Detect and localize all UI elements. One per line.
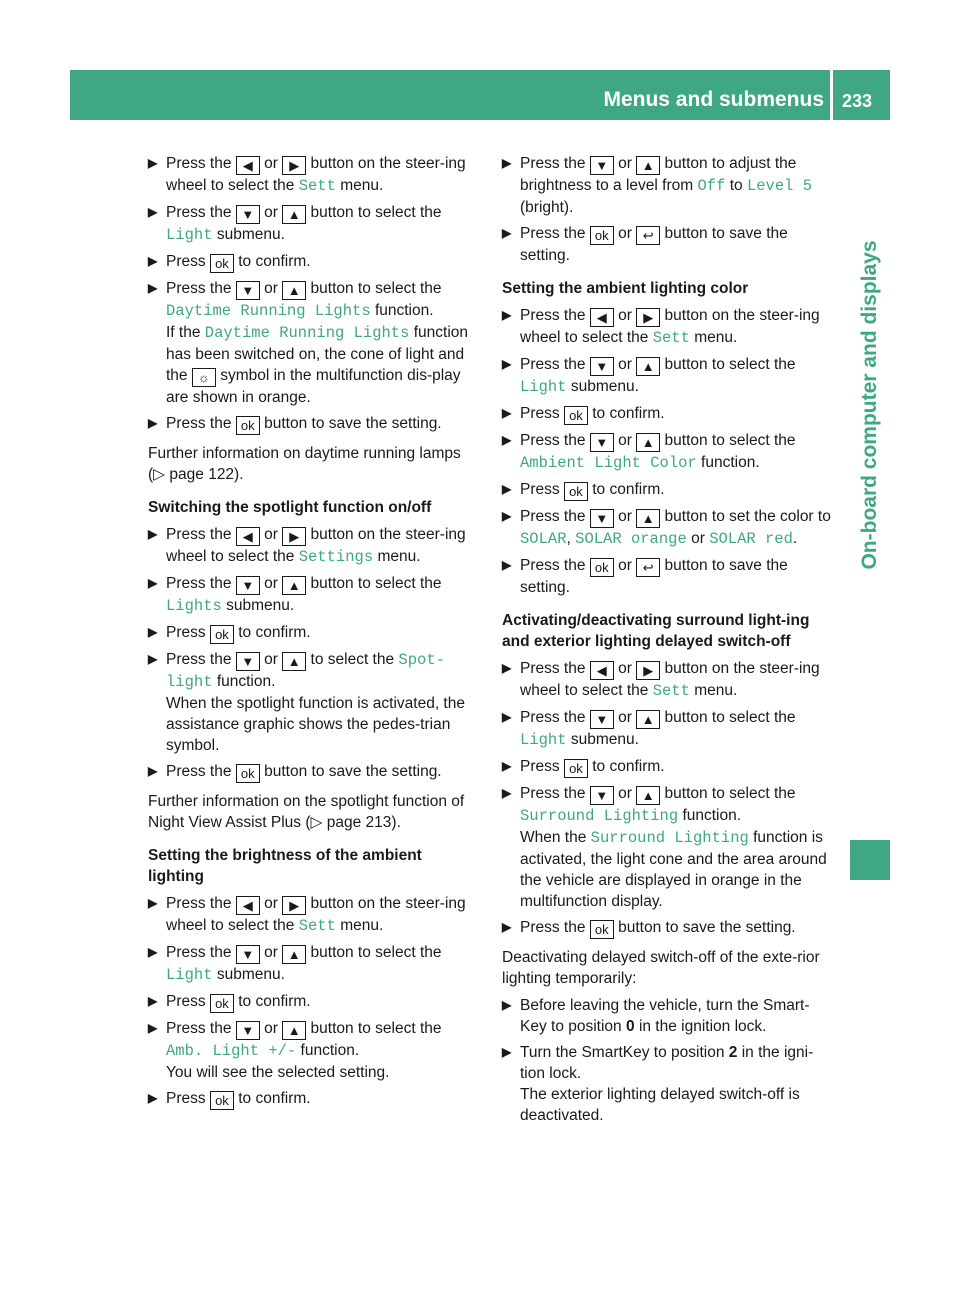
left-arrow-button-icon: ◀ [236, 156, 260, 175]
text: button to set the color to [664, 508, 831, 525]
text: When the [520, 829, 587, 846]
text: to confirm. [238, 253, 311, 270]
text: to confirm. [592, 481, 665, 498]
text: Turn the SmartKey to position [520, 1044, 725, 1061]
text: menu. [340, 917, 384, 934]
text: function is activated, the light cone and the area around the vehicle are displayed in orange in the multifunction display. [520, 829, 827, 910]
ok-button-icon: ok [590, 558, 614, 577]
text: button to select the [664, 785, 796, 802]
text: Press the [166, 763, 232, 780]
text: Press the [520, 557, 586, 574]
text: When the spotlight function is activated, the assistance graphic shows the pedes-trian symbol. [166, 695, 465, 754]
menu-name: Light [520, 731, 567, 749]
text: button to select the [310, 1020, 442, 1037]
function-name: Ambient Light Color [520, 454, 697, 472]
text: Further information on daytime running lamps ( [148, 445, 461, 483]
text: button to select the [664, 432, 796, 449]
bullet-arrow-icon: ▶ [148, 281, 158, 295]
bullet-arrow-icon: ▶ [148, 1021, 158, 1035]
text: Press the [520, 919, 586, 936]
text: Press the [166, 575, 232, 592]
menu-name: Lights [166, 597, 222, 615]
bullet-arrow-icon: ▶ [148, 205, 158, 219]
text: function. [682, 807, 742, 824]
up-arrow-button-icon: ▲ [636, 786, 660, 805]
right-column [502, 153, 834, 1131]
down-arrow-button-icon: ▼ [590, 433, 614, 452]
color-value: SOLAR orange [575, 530, 687, 548]
text: Press the [520, 785, 586, 802]
down-arrow-button-icon: ▼ [236, 576, 260, 595]
list-item [502, 917, 834, 939]
bullet-arrow-icon: ▶ [502, 433, 512, 447]
bullet-arrow-icon: ▶ [502, 998, 512, 1012]
function-name: Spot‐light [166, 651, 445, 691]
page-ref-icon: ▷ [310, 814, 323, 831]
text: button to save the setting. [264, 763, 442, 780]
bullet-arrow-icon: ▶ [148, 652, 158, 666]
text: to confirm. [238, 1090, 311, 1107]
down-arrow-button-icon: ▼ [236, 205, 260, 224]
down-arrow-button-icon: ▼ [236, 945, 260, 964]
ok-button-icon: ok [210, 254, 234, 273]
text: Press the [520, 709, 586, 726]
list-item [148, 573, 480, 617]
menu-name: Sett [298, 177, 336, 195]
text: or [618, 557, 632, 574]
text: button to select the [310, 280, 442, 297]
right-arrow-button-icon: ▶ [282, 156, 306, 175]
back-button-icon: ↩ [636, 558, 660, 577]
menu-name: Settings [298, 548, 374, 566]
down-arrow-button-icon: ▼ [590, 786, 614, 805]
function-name: Surround Lighting [590, 829, 749, 847]
text: to [729, 177, 743, 194]
key-position: 2 [728, 1044, 738, 1061]
down-arrow-button-icon: ▼ [590, 156, 614, 175]
list-item [502, 506, 834, 550]
bullet-arrow-icon: ▶ [148, 1091, 158, 1105]
text: or [264, 155, 278, 172]
right-arrow-button-icon: ▶ [282, 896, 306, 915]
text: (bright). [520, 199, 574, 216]
bullet-arrow-icon: ▶ [148, 254, 158, 268]
bullet-arrow-icon: ▶ [148, 945, 158, 959]
bullet-arrow-icon: ▶ [502, 1045, 512, 1059]
bullet-arrow-icon: ▶ [148, 576, 158, 590]
text: or [264, 1020, 278, 1037]
list-item [502, 995, 834, 1037]
text: or [691, 530, 705, 547]
text: or [618, 307, 632, 324]
text: Press the [166, 280, 232, 297]
ok-button-icon: ok [590, 920, 614, 939]
text: or [264, 204, 278, 221]
up-arrow-button-icon: ▲ [636, 433, 660, 452]
text: or [264, 651, 278, 668]
text: The exterior lighting delayed switch-off is deactivated. [520, 1086, 800, 1124]
function-name: Daytime Running Lights [204, 324, 410, 342]
bullet-arrow-icon: ▶ [148, 625, 158, 639]
text: Press [166, 624, 206, 641]
text: Press the [166, 526, 232, 543]
list-item [148, 761, 480, 783]
list-item [148, 942, 480, 986]
text: If the [166, 324, 201, 341]
ok-button-icon: ok [564, 482, 588, 501]
text: Press the [520, 356, 586, 373]
up-arrow-button-icon: ▲ [636, 357, 660, 376]
text: Press [166, 1090, 206, 1107]
text: to confirm. [238, 993, 311, 1010]
menu-name: Sett [298, 917, 336, 935]
text: Further information on the spotlight function of Night View Assist Plus ( [148, 793, 465, 831]
bullet-arrow-icon: ▶ [502, 308, 512, 322]
text: button to select the [310, 575, 442, 592]
text: You will see the selected setting. [166, 1064, 390, 1081]
text: symbol in the multifunction dis-play are shown in orange. [166, 367, 461, 406]
text: to select the [310, 651, 395, 668]
key-position: 0 [626, 1018, 635, 1035]
list-item [502, 658, 834, 702]
text: Press the [520, 660, 586, 677]
list-item [148, 278, 480, 408]
left-arrow-button-icon: ◀ [590, 308, 614, 327]
bullet-arrow-icon: ▶ [148, 416, 158, 430]
section-heading: Activating/deactivating surround light-ing and exterior lighting delayed switch-off [502, 612, 810, 650]
bullet-arrow-icon: ▶ [502, 509, 512, 523]
bullet-arrow-icon: ▶ [502, 759, 512, 773]
text: to confirm. [238, 624, 311, 641]
text: to confirm. [592, 758, 665, 775]
text: function. [300, 1042, 360, 1059]
text: , [566, 530, 571, 547]
setting-value: Off [697, 177, 726, 195]
paragraph [148, 791, 480, 833]
text: submenu. [216, 966, 285, 983]
text: button to save the setting. [618, 919, 796, 936]
menu-name: Light [520, 378, 567, 396]
section-heading: Setting the brightness of the ambient lighting [148, 847, 422, 885]
up-arrow-button-icon: ▲ [282, 281, 306, 300]
down-arrow-button-icon: ▼ [236, 1021, 260, 1040]
list-item [148, 153, 480, 197]
list-item [502, 153, 834, 218]
text: button to save the setting. [264, 415, 442, 432]
list-item [148, 251, 480, 273]
paragraph: Deactivating delayed switch-off of the exte-rior lighting temporarily: [502, 949, 820, 987]
sun-symbol-icon: ☼ [192, 368, 216, 387]
text: menu. [377, 548, 421, 565]
list-item [148, 991, 480, 1013]
menu-name: Light [166, 966, 213, 984]
text: submenu. [570, 731, 639, 748]
bullet-arrow-icon: ▶ [148, 896, 158, 910]
ok-button-icon: ok [210, 994, 234, 1013]
text: or [264, 280, 278, 297]
text: Press the [166, 944, 232, 961]
bullet-arrow-icon: ▶ [502, 710, 512, 724]
list-item [148, 649, 480, 756]
text: function. [701, 454, 760, 471]
page-reference: page 213). [326, 814, 401, 831]
setting-value: Level 5 [746, 177, 813, 195]
down-arrow-button-icon: ▼ [236, 281, 260, 300]
ok-button-icon: ok [210, 625, 234, 644]
text: or [618, 356, 632, 373]
text: Press [520, 405, 560, 422]
text: button to select the [310, 944, 442, 961]
text: Press the [520, 432, 586, 449]
up-arrow-button-icon: ▲ [636, 156, 660, 175]
text: Press the [520, 307, 586, 324]
side-tab-label: On-board computer and displays [858, 240, 881, 570]
list-item [148, 413, 480, 435]
text: Press the [166, 155, 232, 172]
text: submenu. [570, 378, 639, 395]
text: in the igni-tion lock. [520, 1044, 814, 1082]
bullet-arrow-icon: ▶ [502, 406, 512, 420]
text: Press [166, 253, 206, 270]
text: Press the [166, 1020, 232, 1037]
up-arrow-button-icon: ▲ [282, 1021, 306, 1040]
bullet-arrow-icon: ▶ [502, 156, 512, 170]
up-arrow-button-icon: ▲ [636, 710, 660, 729]
ok-button-icon: ok [590, 226, 614, 245]
text: button on the steer-ing wheel to select the [166, 526, 466, 565]
list-item [502, 555, 834, 598]
text: Before leaving the vehicle, turn the Smart-Key to position [520, 997, 810, 1035]
right-arrow-button-icon: ▶ [636, 308, 660, 327]
menu-name: Sett [652, 329, 690, 347]
down-arrow-button-icon: ▼ [590, 357, 614, 376]
down-arrow-button-icon: ▼ [590, 509, 614, 528]
text: function. [216, 673, 276, 690]
text: in the ignition lock. [638, 1018, 767, 1035]
list-item [502, 756, 834, 778]
menu-name: Sett [652, 682, 690, 700]
text: to confirm. [592, 405, 665, 422]
color-value: SOLAR [520, 530, 567, 548]
right-arrow-button-icon: ▶ [636, 661, 660, 680]
ok-button-icon: ok [236, 764, 260, 783]
text: or [618, 660, 632, 677]
text: or [264, 895, 278, 912]
color-value: SOLAR red [709, 530, 793, 548]
left-column [148, 153, 480, 1115]
text: Press the [520, 508, 586, 525]
left-arrow-button-icon: ◀ [236, 896, 260, 915]
bullet-arrow-icon: ▶ [502, 661, 512, 675]
text: menu. [694, 682, 738, 699]
bullet-arrow-icon: ▶ [148, 764, 158, 778]
ok-button-icon: ok [564, 759, 588, 778]
up-arrow-button-icon: ▲ [282, 576, 306, 595]
text: button to select the [664, 356, 796, 373]
section-heading: Switching the spotlight function on/off [148, 499, 432, 516]
left-arrow-button-icon: ◀ [590, 661, 614, 680]
section-heading: Setting the ambient lighting color [502, 280, 749, 297]
paragraph [148, 443, 480, 485]
text: button on the steer-ing wheel to select the [166, 155, 466, 194]
up-arrow-button-icon: ▲ [282, 652, 306, 671]
text: Press the [520, 155, 586, 172]
list-item [502, 430, 834, 474]
text: Press the [166, 651, 232, 668]
text: function. [374, 302, 434, 319]
text: button to adjust the brightness to a level from [520, 155, 797, 194]
list-item [502, 223, 834, 266]
list-item [502, 403, 834, 425]
bullet-arrow-icon: ▶ [502, 482, 512, 496]
text: or [264, 526, 278, 543]
function-name: Surround Lighting [520, 807, 679, 825]
ok-button-icon: ok [210, 1091, 234, 1110]
header-separator [830, 70, 833, 120]
text: button on the steer-ing wheel to select the [520, 307, 820, 346]
text: submenu. [216, 226, 285, 243]
down-arrow-button-icon: ▼ [590, 710, 614, 729]
bullet-arrow-icon: ▶ [502, 920, 512, 934]
text: function has been switched on, the cone of light and the [166, 324, 469, 384]
bullet-arrow-icon: ▶ [502, 558, 512, 572]
list-item [148, 1018, 480, 1083]
text: Press [520, 481, 560, 498]
side-tab-marker [850, 840, 890, 880]
text: or [618, 508, 632, 525]
text: Press the [166, 895, 232, 912]
text: menu. [340, 177, 384, 194]
page-title: Menus and submenus [603, 88, 824, 111]
menu-name: Light [166, 226, 213, 244]
list-item [502, 1042, 834, 1126]
down-arrow-button-icon: ▼ [236, 652, 260, 671]
text: button on the steer-ing wheel to select the [166, 895, 466, 934]
text: submenu. [226, 597, 295, 614]
list-item [148, 524, 480, 568]
list-item [502, 707, 834, 751]
page-reference: page 122). [169, 466, 244, 483]
list-item [148, 893, 480, 937]
text: Press the [166, 415, 232, 432]
ok-button-icon: ok [236, 416, 260, 435]
text: or [618, 432, 632, 449]
list-item [502, 479, 834, 501]
text: Press the [520, 225, 586, 242]
text: button on the steer-ing wheel to select the [520, 660, 820, 699]
text: button to select the [664, 709, 796, 726]
text: or [264, 944, 278, 961]
text: Press the [166, 204, 232, 221]
text: Press [166, 993, 206, 1010]
function-name: Amb. Light +/- [166, 1042, 297, 1060]
list-item [148, 622, 480, 644]
up-arrow-button-icon: ▲ [282, 205, 306, 224]
text: button to select the [310, 204, 442, 221]
bullet-arrow-icon: ▶ [148, 994, 158, 1008]
bullet-arrow-icon: ▶ [148, 156, 158, 170]
text: or [264, 575, 278, 592]
ok-button-icon: ok [564, 406, 588, 425]
list-item [148, 1088, 480, 1110]
text: button to save the setting. [520, 557, 788, 596]
list-item [502, 783, 834, 912]
page-ref-icon: ▷ [153, 466, 166, 483]
up-arrow-button-icon: ▲ [282, 945, 306, 964]
bullet-arrow-icon: ▶ [502, 357, 512, 371]
bullet-arrow-icon: ▶ [502, 786, 512, 800]
list-item [148, 202, 480, 246]
up-arrow-button-icon: ▲ [636, 509, 660, 528]
back-button-icon: ↩ [636, 226, 660, 245]
text: button to save the setting. [520, 225, 788, 264]
text: menu. [694, 329, 738, 346]
text: Press [520, 758, 560, 775]
left-arrow-button-icon: ◀ [236, 527, 260, 546]
right-arrow-button-icon: ▶ [282, 527, 306, 546]
text: . [792, 530, 798, 547]
text: or [618, 709, 632, 726]
page-number: 233 [842, 91, 873, 111]
text: or [618, 785, 632, 802]
function-name: Daytime Running Lights [166, 302, 371, 320]
list-item [502, 354, 834, 398]
list-item [502, 305, 834, 349]
bullet-arrow-icon: ▶ [148, 527, 158, 541]
text: or [618, 225, 632, 242]
text: or [618, 155, 632, 172]
bullet-arrow-icon: ▶ [502, 226, 512, 240]
